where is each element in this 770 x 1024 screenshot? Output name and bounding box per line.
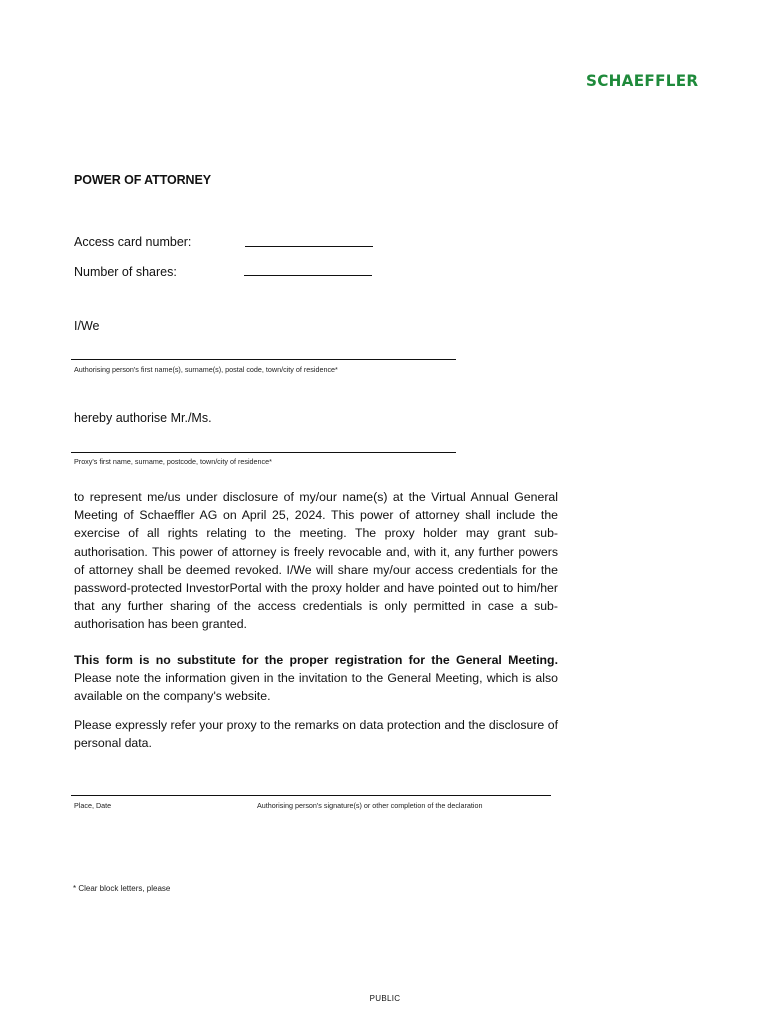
authorising-person-field[interactable] — [71, 359, 456, 360]
body-paragraph: to represent me/us under disclosure of my/our name(s) at the Virtual Annual General Meeting of Schaeffler AG on April 25, 2024. This power of attorney shall include the exercise of all rights relating to the meeting. The proxy holder may grant sub-authorisation. This power of attorney is freely revocable and, with it, any further powers of attorney shall be deemed revoked. I/We will share my/our access credentials for the password-protected InvestorPortal with the proxy holder and have pointed out to him/her that any further sharing of the access credentials is only permitted in case a sub-authorisation has been granted. — [74, 490, 558, 632]
authorising-person-caption: Authorising person's first name(s), surname(s), postal code, town/city of residence* — [74, 365, 338, 374]
privacy-paragraph: Please expressly refer your proxy to the remarks on data protection and the disclosure of personal data. — [74, 718, 558, 751]
schaeffler-logo: SCHAEFFLER — [586, 71, 699, 90]
proxy-field[interactable] — [71, 452, 456, 453]
notice-text: Please note the information given in the invitation to the General Meeting, which is also available on the company's website. — [74, 671, 558, 704]
footnote: * Clear block letters, please — [73, 884, 171, 893]
shares-field[interactable] — [244, 275, 372, 276]
notice-paragraph — [74, 651, 558, 706]
classification-label: PUBLIC — [369, 994, 401, 1003]
signature-line[interactable] — [71, 795, 551, 796]
authorise-label: hereby authorise Mr./Ms. — [74, 411, 212, 425]
iwe-label: I/We — [74, 319, 100, 333]
access-card-label: Access card number: — [74, 235, 192, 249]
shares-label: Number of shares: — [74, 265, 177, 279]
proxy-caption: Proxy's first name, surname, postcode, town/city of residence* — [74, 457, 272, 466]
notice-bold-text: This form is no substitute for the proper registration for the General Meeting. — [74, 653, 558, 667]
place-date-caption: Place, Date — [74, 801, 112, 810]
access-card-field[interactable] — [245, 246, 373, 247]
signature-caption: Authorising person's signature(s) or other completion of the declaration — [257, 801, 483, 810]
page-title: POWER OF ATTORNEY — [74, 173, 211, 187]
